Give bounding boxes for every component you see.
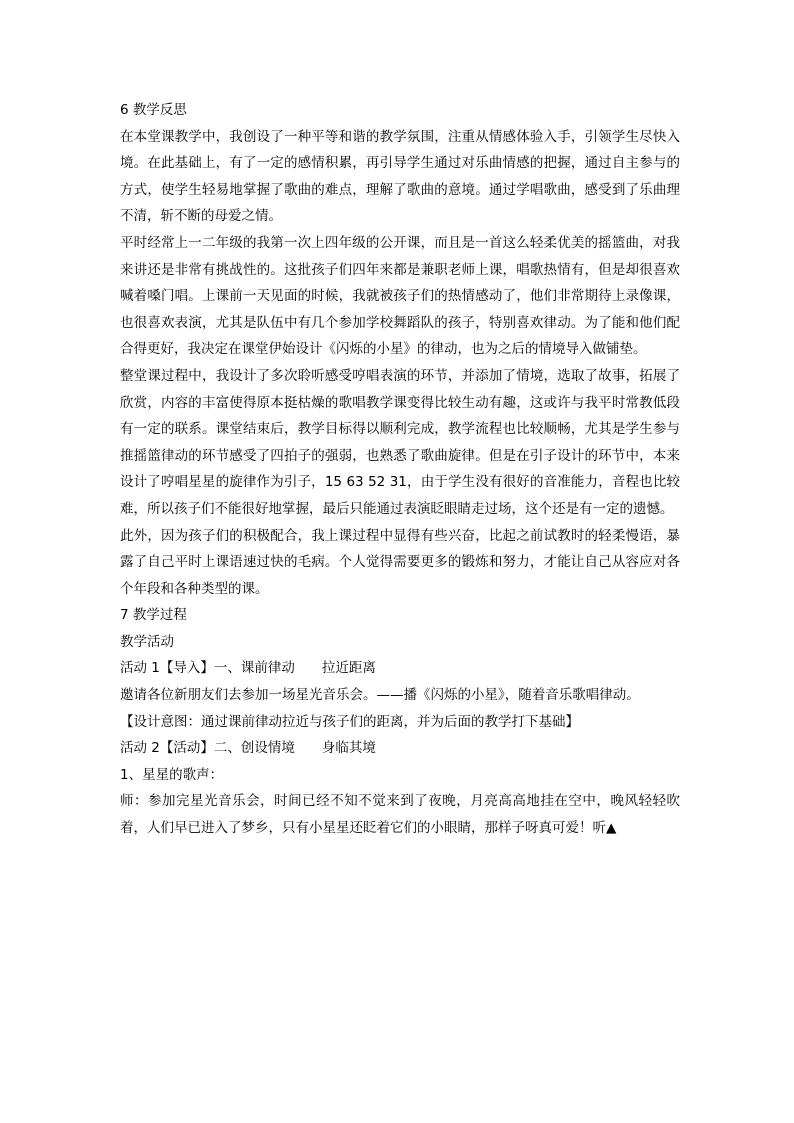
activity-2-subheading: 1、星星的歌声：	[120, 766, 224, 783]
reflection-heading: 6 教学反思	[120, 102, 187, 118]
activity-1-intent: 【设计意图：通过课前律动拉近与孩子们的距离，并为后面的教学打下基础】	[120, 713, 579, 730]
process-heading: 7 教学过程	[120, 607, 187, 624]
activity-1-title: 活动 1【导入】一、课前律动 拉近距离	[120, 660, 376, 677]
reflection-paragraph-4: 此外，因为孩子们的积极配合，我上课过程中显得有些兴奋，比起之前试教时的轻柔慢语，暴露了自己平时上课语速过快的毛病。个人觉得需要更多的锻炼和努力，才能让自己从容应对各个年段和各种类型的课。	[120, 527, 680, 597]
activities-heading: 教学活动	[120, 633, 174, 650]
reflection-paragraph-1: 在本堂课教学中，我创设了一种平等和谐的教学氛围，注重从情感体验入手，引领学生尽快入境。在此基础上，有了一定的感情积累，再引导学生通过对乐曲情感的把握，通过自主参与的方式，使学生轻易地掌握了歌曲的难点，理解了歌曲的意境。通过学唱歌曲，感受到了乐曲理不清，斩不断的母爱之情。	[120, 128, 680, 225]
activity-2-title: 活动 2【活动】二、创设情境 身临其境	[120, 740, 376, 757]
activity-1-text: 邀请各位新朋友们去参加一场星光音乐会。——播《闪烁的小星》，随着音乐歌唱律动。	[120, 687, 640, 704]
reflection-paragraph-2: 平时经常上一二年级的我第一次上四年级的公开课，而且是一首这么轻柔优美的摇篮曲，对我来讲还是非常有挑战性的。这批孩子们四年来都是兼职老师上课，唱歌热情有，但是却很喜欢喊着嗓门唱。上课前一天见面的时候，我就被孩子们的热情感动了，他们非常期待上录像课，也很喜欢表演，尤其是队伍中有几个参加学校舞蹈队的孩子，特别喜欢律动。为了能和他们配合得更好，我决定在课堂伊始设计《闪烁的小星》的律动，也为之后的情境导入做铺垫。	[120, 234, 680, 358]
document-page	[120, 97, 680, 842]
activity-2-text: 师：参加完星光音乐会，时间已经不知不觉来到了夜晚，月亮高高地挂在空中，晚风轻轻吹着，人们早已进入了梦乡，只有小星星还眨着它们的小眼睛，那样子呀真可爱！听▲	[120, 793, 680, 837]
reflection-paragraph-3: 整堂课过程中，我设计了多次聆听感受哼唱表演的环节，并添加了情境，选取了故事，拓展了欣赏，内容的丰富使得原本挺枯燥的歌唱教学课变得比较生动有趣，这或许与我平时常教低段有一定的联系。课堂结束后，教学目标得以顺利完成，教学流程也比较顺畅，尤其是学生参与推摇篮律动的环节感受了四拍子的强弱，也熟悉了歌曲旋律。但是在引子设计的环节中，本来设计了哼唱星星的旋律作为引子，15 63 52 31，由于学生没有很好的音准能力，音程也比较难，所以孩子们不能很好地掌握，最后只能通过表演眨眼睛走过场，这个还是有一定的遗憾。	[120, 367, 680, 517]
